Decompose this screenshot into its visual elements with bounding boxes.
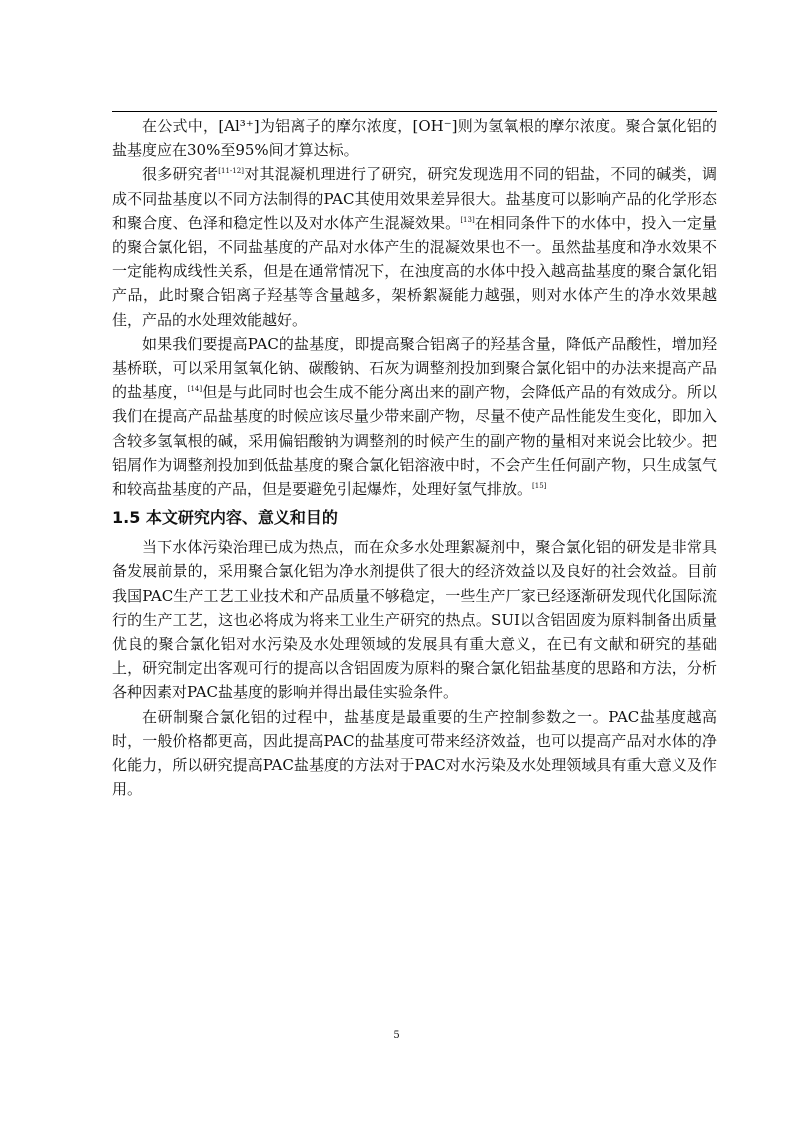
paragraph-5: 在研制聚合氯化铝的过程中，盐基度是最重要的生产控制参数之一。PAC盐基度越高时，一般价格都更高，因此提高PAC的盐基度可带来经济效益，也可以提高产品对水体的净化能力，所以研究提高PAC盐基度的方法对于PAC对水污染及水处理领域具有重大意义及作用。 xyxy=(112,707,717,799)
paragraph-2 xyxy=(112,162,717,331)
page-number: 5 xyxy=(393,1030,400,1041)
paragraph-2-part-a: 很多研究者 xyxy=(142,165,219,184)
citation-11-12: [11-12] xyxy=(218,167,244,176)
citation-15: [15] xyxy=(532,482,547,491)
paragraph-2-part-b: 对其混凝机理进行了研究，研究发现选用不同的铝盐，不同的碱类，调成不同盐基度以不同方法制得的PAC其使用效果差异很大。盐基度可以影响产品的化学形态和聚合度、色泽和稳定性以及对水体产生混凝效果。 xyxy=(112,165,717,232)
section-heading: 1.5 本文研究内容、意义和目的 xyxy=(112,508,338,528)
page-body xyxy=(112,114,717,801)
paragraph-2-part-c: 在相同条件下的水体中，投入一定量的聚合氯化铝，不同盐基度的产品对水体产生的混凝效果也不一。虽然盐基度和净水效果不一定能构成线性关系，但是在通常情况下，在浊度高的水体中投入越高盐基度的聚合氯化铝产品，此时聚合铝离子羟基等含量越多，架桥絮凝能力越强，则对水体产生的净水效果越佳，产品的水处理效能越好。 xyxy=(112,213,717,329)
paragraph-3-part-a: 如果我们要提高PAC的盐基度，即提高聚合铝离子的羟基含量，降低产品酸性，增加羟基桥联，可以采用氢氧化钠、碳酸钠、石灰为调整剂投加到聚合氯化铝中的办法来提高产品的盐基度， xyxy=(112,334,717,402)
citation-14: [14] xyxy=(187,385,203,394)
paragraph-4: 当下水体污染治理已成为热点，而在众多水处理絮凝剂中，聚合氯化铝的研发是非常具备发展前景的，采用聚合氯化铝为净水剂提供了很大的经济效益以及良好的社会效益。目前我国PAC生产工艺工业技术和产品质量不够稳定，一些生产厂家已经逐渐研发现代化国际流行的生产工艺，这也必将成为将来工业生产研究的热点。SUI以含铝固废为原料制备出质量优良的聚合氯化铝对水污染及水处理领域的发展具有重大意义，在已有文献和研究的基础上，研究制定出客观可行的提高以含铝固废为原料的聚合氯化铝盐基度的思路和方法，分析各种因素对PAC盐基度的影响并得出最佳实验条件。 xyxy=(112,538,717,702)
header-rule xyxy=(112,111,717,112)
citation-13: [13] xyxy=(460,215,475,224)
paragraph-1: 在公式中，[Al³⁺]为铝离子的摩尔浓度，[OH⁻]则为氢氧根的摩尔浓度。聚合氯化铝的盐基度应在30%至95%间才算达标。 xyxy=(112,117,717,160)
paragraph-3-part-b: 但是与此同时也会生成不能分离出来的副产物，会降低产品的有效成分。所以我们在提高产品盐基度的时候应该尽量少带来副产物，尽量不使产品性能发生变化，即加入含较多氢氧根的碱，采用偏铝酸钠为调整剂的时候产生的副产物的量相对来说会比较少。把铝屑作为调整剂投加到低盐基度的聚合氯化铝溶液中时，不会产生任何副产物，只生成氢气和较高盐基度的产品，但是要避免引起爆炸，处理好氢气排放。 xyxy=(112,383,717,499)
paragraph-3 xyxy=(112,332,717,501)
